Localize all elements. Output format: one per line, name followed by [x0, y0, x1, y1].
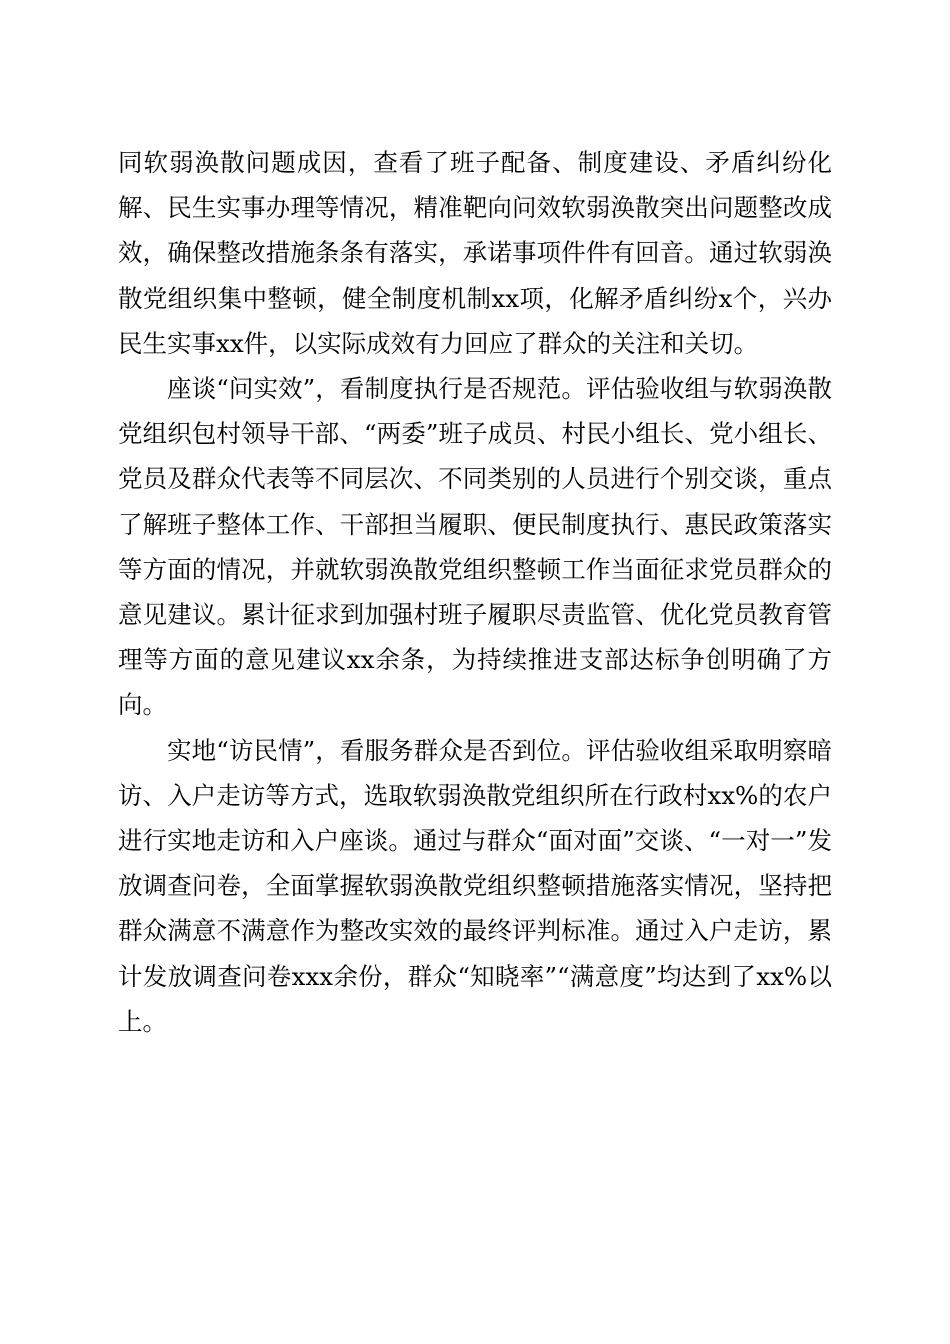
document-body — [118, 140, 832, 1044]
paragraph-continuation: 同软弱涣散问题成因，查看了班子配备、制度建设、矛盾纠纷化解、民生实事办理等情况，精准靶向问效软弱涣散突出问题整改成效，确保整改措施条条有落实，承诺事项件件有回音。通过软弱涣散党组织集中整顿，健全制度机制xx项，化解矛盾纠纷x个，兴办民生实事xx件，以实际成效有力回应了群众的关注和关切。 — [118, 148, 832, 358]
paragraph-symposium: 座谈“问实效”，看制度执行是否规范。评估验收组与软弱涣散党组织包村领导干部、“两委”班子成员、村民小组长、党小组长、党员及群众代表等不同层次、不同类别的人员进行个别交谈，重点了解班子整体工作、干部担当履职、便民制度执行、惠民政策落实等方面的情况，并就软弱涣散党组织整顿工作当面征求党员群众的意见建议。累计征求到加强村班子履职尽责监管、优化党员教育管理等方面的意见建议xx余条，为持续推进支部达标争创明确了方向。 — [118, 374, 832, 720]
paragraph-field-visit: 实地“访民情”，看服务群众是否到位。评估验收组采取明察暗访、入户走访等方式，选取软弱涣散党组织所在行政村xx%的农户进行实地走访和入户座谈。通过与群众“面对面”交谈、“一对一”发放调查问卷，全面掌握软弱涣散党组织整顿措施落实情况，坚持把群众满意不满意作为整改实效的最终评判标准。通过入户走访，累计发放调查问卷xxx余份，群众“知晓率”“满意度”均达到了xx%以上。 — [118, 735, 832, 1036]
